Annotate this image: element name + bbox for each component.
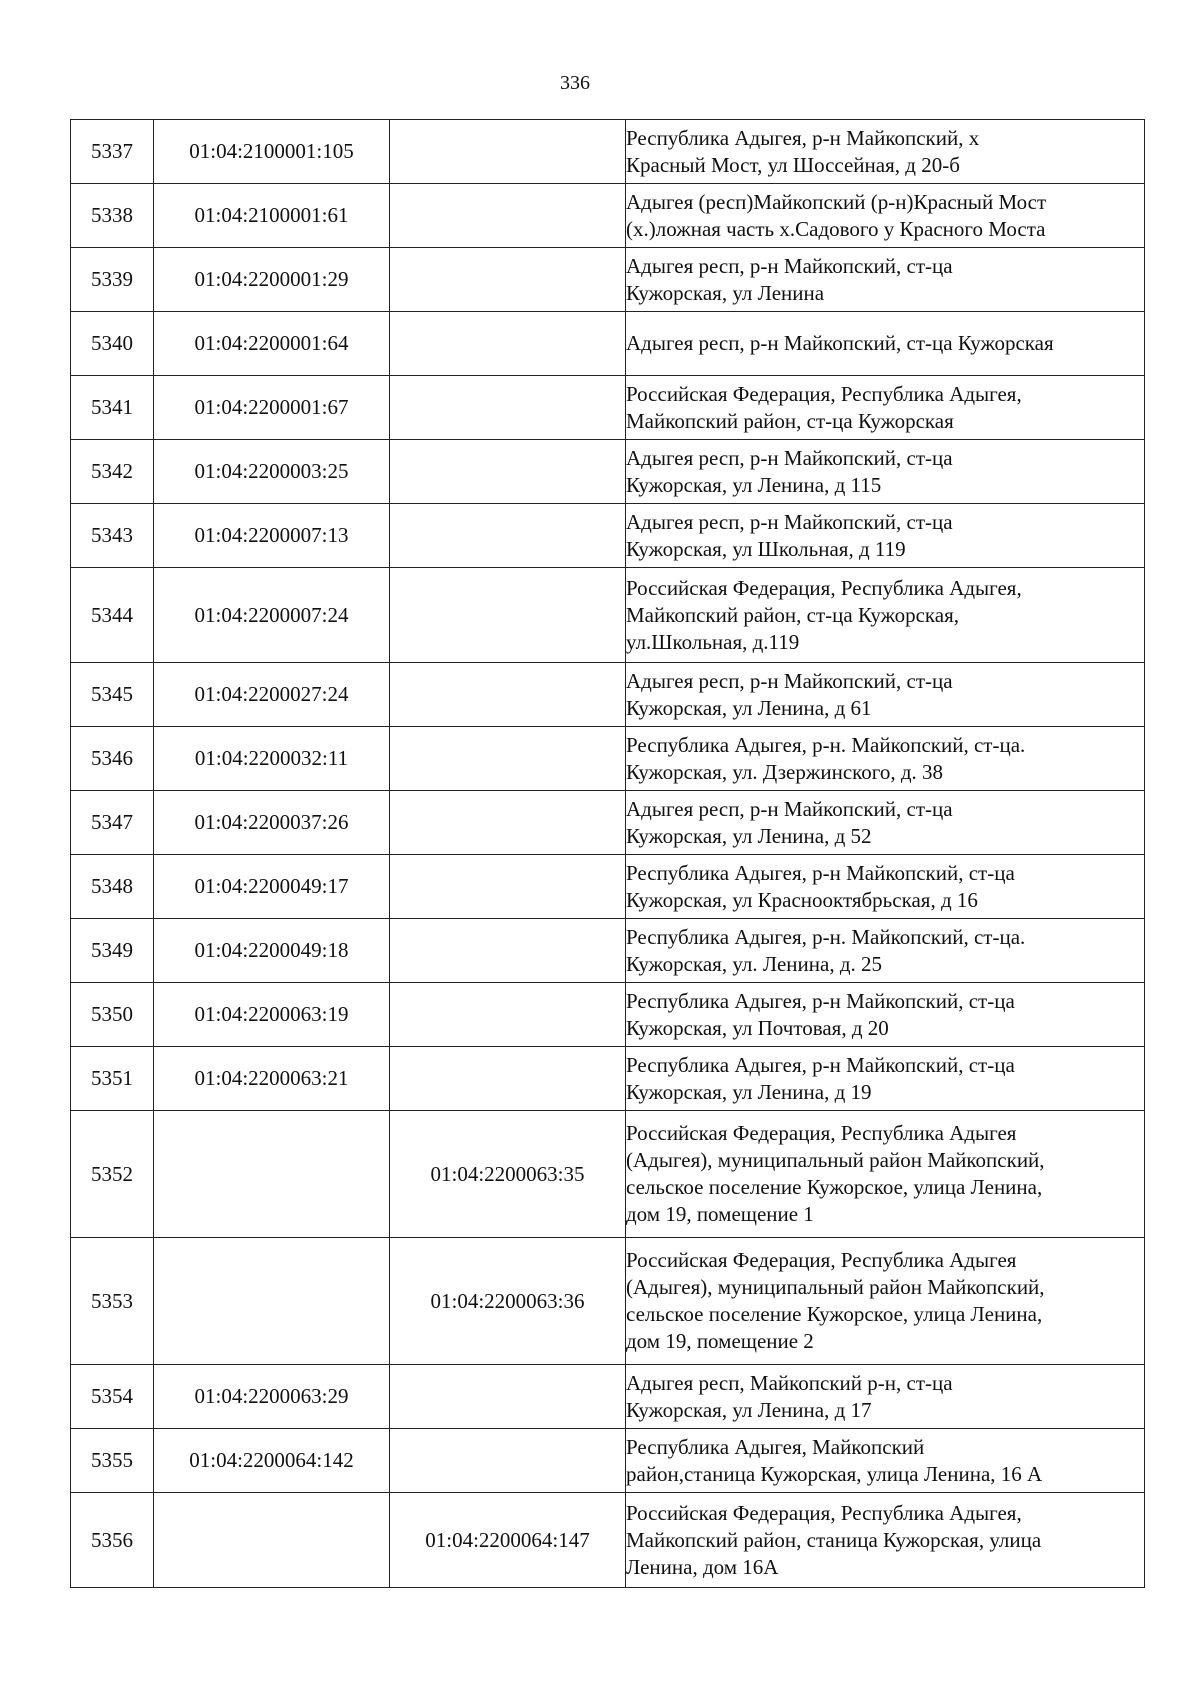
address-line: Адыгея (респ)Майкопский (р-н)Красный Мост xyxy=(626,189,1047,214)
premises-number-cell xyxy=(390,440,626,504)
cadastral-number-cell: 01:04:2200007:13 xyxy=(154,504,390,568)
table-row xyxy=(71,1238,1145,1365)
address-line: Кужорская, ул Школьная, д 119 xyxy=(626,536,906,561)
cadastral-number-cell: 01:04:2200003:25 xyxy=(154,440,390,504)
row-number-cell: 5342 xyxy=(71,440,154,504)
address-line: Майкопский район, ст-ца Кужорская xyxy=(626,408,954,433)
address-cell xyxy=(626,440,1145,504)
address-cell xyxy=(626,1047,1145,1111)
address-cell xyxy=(626,248,1145,312)
premises-number-cell xyxy=(390,663,626,727)
address-line: сельское поселение Кужорское, улица Ленина, xyxy=(626,1302,1043,1326)
address-line: Адыгея респ, Майкопский р-н, ст-ца xyxy=(626,1370,953,1395)
address-cell xyxy=(626,312,1145,376)
table-row xyxy=(71,1429,1145,1493)
address-line: Адыгея респ, р-н Майкопский, ст-ца Кужорская xyxy=(626,331,1054,355)
address-line: ул.Школьная, д.119 xyxy=(626,629,800,654)
row-number-cell: 5339 xyxy=(71,248,154,312)
address-line: Адыгея респ, р-н Майкопский, ст-ца xyxy=(626,509,953,534)
row-number-cell: 5355 xyxy=(71,1429,154,1493)
premises-number-cell xyxy=(390,983,626,1047)
cadastral-number-cell xyxy=(154,1493,390,1588)
address-line: Республика Адыгея, р-н. Майкопский, ст-ца. xyxy=(626,924,1026,949)
row-number-cell: 5344 xyxy=(71,568,154,663)
row-number-cell: 5353 xyxy=(71,1238,154,1365)
premises-number-cell: 01:04:2200063:35 xyxy=(390,1111,626,1238)
cadastral-number-cell: 01:04:2200007:24 xyxy=(154,568,390,663)
table-row xyxy=(71,120,1145,184)
address-line: Красный Мост, ул Шоссейная, д 20-б xyxy=(626,152,960,177)
address-line: Республика Адыгея, р-н Майкопский, ст-ца xyxy=(626,1052,1015,1077)
address-cell xyxy=(626,504,1145,568)
address-line: Республика Адыгея, Майкопский xyxy=(626,1434,925,1459)
table-row xyxy=(71,791,1145,855)
cadastral-number-cell: 01:04:2200032:11 xyxy=(154,727,390,791)
cadastral-number-cell xyxy=(154,1238,390,1365)
address-cell xyxy=(626,919,1145,983)
cadastral-number-cell: 01:04:2200063:21 xyxy=(154,1047,390,1111)
address-line: Адыгея респ, р-н Майкопский, ст-ца xyxy=(626,445,953,470)
address-line: Российская Федерация, Республика Адыгея, xyxy=(626,381,1022,406)
table-row xyxy=(71,919,1145,983)
table-row xyxy=(71,248,1145,312)
row-number-cell: 5356 xyxy=(71,1493,154,1588)
table-row xyxy=(71,440,1145,504)
premises-number-cell xyxy=(390,791,626,855)
row-number-cell: 5349 xyxy=(71,919,154,983)
address-line: Российская Федерация, Республика Адыгея, xyxy=(626,1500,1022,1525)
table-row xyxy=(71,504,1145,568)
address-line: (х.)ложная часть х.Садового у Красного Моста xyxy=(626,216,1046,241)
address-line: Адыгея респ, р-н Майкопский, ст-ца xyxy=(626,796,953,821)
premises-number-cell: 01:04:2200064:147 xyxy=(390,1493,626,1588)
row-number-cell: 5343 xyxy=(71,504,154,568)
address-line: Республика Адыгея, р-н Майкопский, х xyxy=(626,125,980,150)
row-number-cell: 5347 xyxy=(71,791,154,855)
address-line: Республика Адыгея, р-н Майкопский, ст-ца xyxy=(626,860,1015,885)
address-line: дом 19, помещение 2 xyxy=(626,1329,814,1353)
table-row xyxy=(71,855,1145,919)
table-row xyxy=(71,1365,1145,1429)
address-cell xyxy=(626,663,1145,727)
address-line: Кужорская, ул. Ленина, д. 25 xyxy=(626,951,883,976)
address-line: Кужорская, ул Ленина xyxy=(626,280,825,305)
table-row xyxy=(71,1493,1145,1588)
address-line: Республика Адыгея, р-н. Майкопский, ст-ца. xyxy=(626,732,1026,757)
page-number: 336 xyxy=(560,72,590,94)
address-line: Кужорская, ул. Дзержинского, д. 38 xyxy=(626,759,944,784)
table-row xyxy=(71,376,1145,440)
table-row xyxy=(71,1047,1145,1111)
address-line: Кужорская, ул Ленина, д 17 xyxy=(626,1397,872,1422)
cadastral-number-cell: 01:04:2100001:105 xyxy=(154,120,390,184)
premises-number-cell xyxy=(390,312,626,376)
address-line: район,станица Кужорская, улица Ленина, 16 А xyxy=(626,1461,1043,1486)
table-row xyxy=(71,568,1145,663)
address-line: Кужорская, ул Ленина, д 52 xyxy=(626,823,872,848)
cadastral-number-cell: 01:04:2200001:64 xyxy=(154,312,390,376)
cadastral-number-cell: 01:04:2200001:29 xyxy=(154,248,390,312)
premises-number-cell xyxy=(390,727,626,791)
premises-number-cell xyxy=(390,504,626,568)
address-line: Ленина, дом 16А xyxy=(626,1554,779,1579)
address-cell xyxy=(626,184,1145,248)
table-row xyxy=(71,1111,1145,1238)
address-line: Республика Адыгея, р-н Майкопский, ст-ца xyxy=(626,988,1015,1013)
row-number-cell: 5340 xyxy=(71,312,154,376)
address-line: Адыгея респ, р-н Майкопский, ст-ца xyxy=(626,668,953,693)
row-number-cell: 5351 xyxy=(71,1047,154,1111)
address-cell xyxy=(626,983,1145,1047)
premises-number-cell xyxy=(390,1047,626,1111)
table-row xyxy=(71,663,1145,727)
row-number-cell: 5341 xyxy=(71,376,154,440)
cadastral-number-cell xyxy=(154,1111,390,1238)
registry-table-body xyxy=(71,120,1145,1588)
row-number-cell: 5350 xyxy=(71,983,154,1047)
premises-number-cell xyxy=(390,568,626,663)
address-cell xyxy=(626,1493,1145,1588)
row-number-cell: 5346 xyxy=(71,727,154,791)
address-cell xyxy=(626,1365,1145,1429)
premises-number-cell xyxy=(390,855,626,919)
row-number-cell: 5337 xyxy=(71,120,154,184)
address-line: Кужорская, ул Ленина, д 19 xyxy=(626,1079,872,1104)
cadastral-number-cell: 01:04:2200063:19 xyxy=(154,983,390,1047)
row-number-cell: 5354 xyxy=(71,1365,154,1429)
premises-number-cell xyxy=(390,184,626,248)
address-line: Кужорская, ул Краснооктябрьская, д 16 xyxy=(626,887,978,912)
cadastral-number-cell: 01:04:2200027:24 xyxy=(154,663,390,727)
address-cell xyxy=(626,791,1145,855)
premises-number-cell xyxy=(390,1429,626,1493)
row-number-cell: 5338 xyxy=(71,184,154,248)
row-number-cell: 5352 xyxy=(71,1111,154,1238)
address-line: Российская Федерация, Республика Адыгея xyxy=(626,1248,1017,1272)
address-line: (Адыгея), муниципальный район Майкопский, xyxy=(626,1148,1045,1172)
address-cell xyxy=(626,855,1145,919)
premises-number-cell xyxy=(390,1365,626,1429)
row-number-cell: 5348 xyxy=(71,855,154,919)
address-cell xyxy=(626,1429,1145,1493)
cadastral-number-cell: 01:04:2200049:17 xyxy=(154,855,390,919)
premises-number-cell xyxy=(390,120,626,184)
address-line: Майкопский район, ст-ца Кужорская, xyxy=(626,602,960,627)
address-line: Кужорская, ул Почтовая, д 20 xyxy=(626,1015,889,1040)
address-line: Российская Федерация, Республика Адыгея xyxy=(626,1121,1017,1145)
address-cell xyxy=(626,376,1145,440)
cadastral-number-cell: 01:04:2200063:29 xyxy=(154,1365,390,1429)
premises-number-cell xyxy=(390,919,626,983)
address-line: Российская Федерация, Республика Адыгея, xyxy=(626,575,1022,600)
address-line: Кужорская, ул Ленина, д 115 xyxy=(626,472,882,497)
address-line: Кужорская, ул Ленина, д 61 xyxy=(626,695,872,720)
address-line: дом 19, помещение 1 xyxy=(626,1202,814,1226)
address-cell xyxy=(626,1111,1145,1238)
cadastral-number-cell: 01:04:2200049:18 xyxy=(154,919,390,983)
premises-number-cell xyxy=(390,376,626,440)
premises-number-cell xyxy=(390,248,626,312)
cadastral-number-cell: 01:04:2100001:61 xyxy=(154,184,390,248)
cadastral-number-cell: 01:04:2200001:67 xyxy=(154,376,390,440)
table-row xyxy=(71,983,1145,1047)
address-line: (Адыгея), муниципальный район Майкопский, xyxy=(626,1275,1045,1299)
row-number-cell: 5345 xyxy=(71,663,154,727)
address-line: Адыгея респ, р-н Майкопский, ст-ца xyxy=(626,253,953,278)
cadastral-number-cell: 01:04:2200064:142 xyxy=(154,1429,390,1493)
address-line: сельское поселение Кужорское, улица Ленина, xyxy=(626,1175,1043,1199)
address-cell xyxy=(626,727,1145,791)
table-row xyxy=(71,727,1145,791)
address-cell xyxy=(626,1238,1145,1365)
premises-number-cell: 01:04:2200063:36 xyxy=(390,1238,626,1365)
cadastral-number-cell: 01:04:2200037:26 xyxy=(154,791,390,855)
address-cell xyxy=(626,120,1145,184)
table-row xyxy=(71,184,1145,248)
table-row xyxy=(71,312,1145,376)
address-line: Майкопский район, станица Кужорская, улица xyxy=(626,1527,1042,1552)
registry-table xyxy=(70,119,1145,1588)
address-cell xyxy=(626,568,1145,663)
